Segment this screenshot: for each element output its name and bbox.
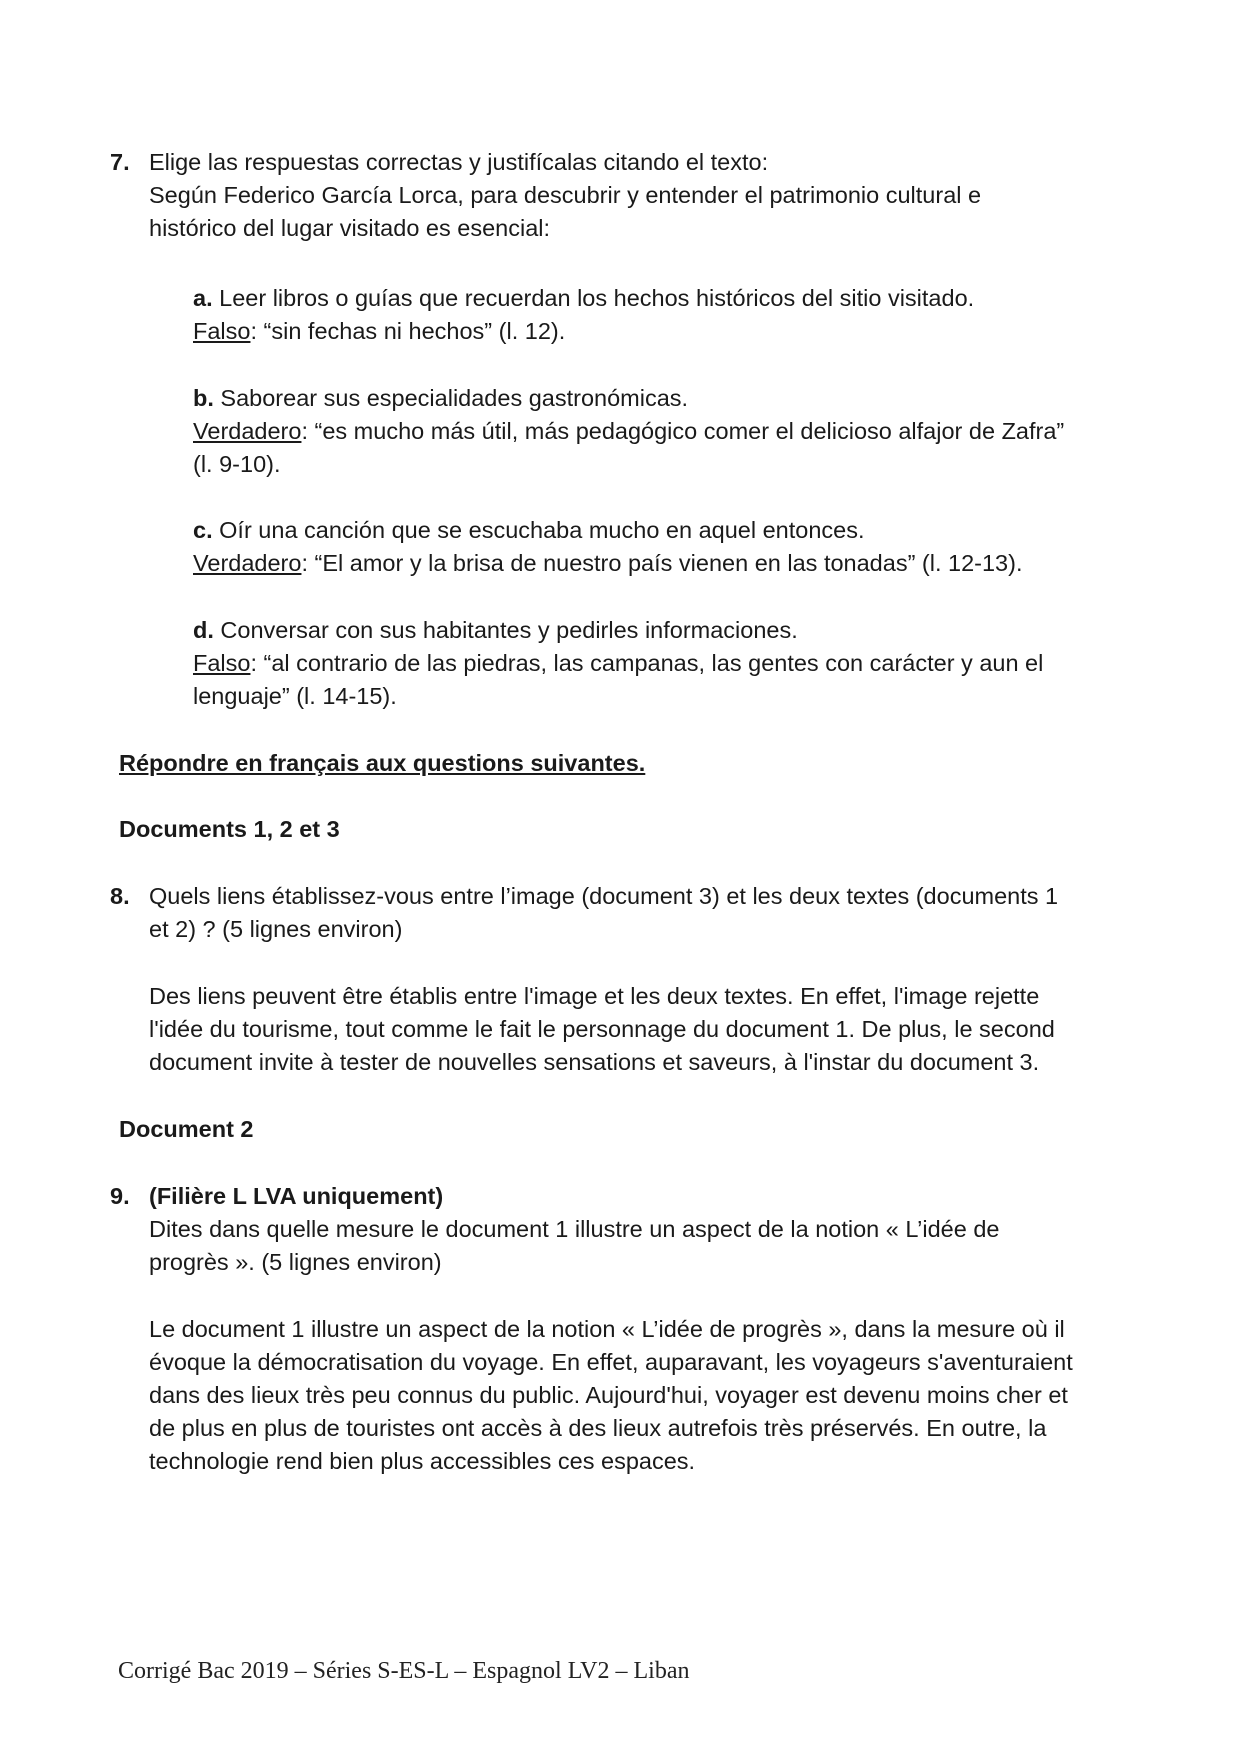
section-instruction: Répondre en français aux questions suivantes. (119, 750, 646, 776)
option-a-justification-line-1: : “sin fechas ni hechos” (l. 12). (250, 318, 566, 344)
option-a-verdict: Falso (193, 318, 251, 344)
option-b-verdict: Verdadero (193, 418, 302, 444)
option-b-answer (193, 415, 1064, 448)
option-d-answer (193, 647, 1043, 680)
option-c (193, 514, 865, 547)
question-9-answer-line-3: dans des lieux très peu connus du public. Aujourd'hui, voyager est devenu moins cher et (149, 1382, 1068, 1408)
option-c-verdict: Verdadero (193, 550, 302, 576)
option-c-letter: c. (193, 517, 213, 543)
option-d-justification-line-2: lenguaje” (l. 14-15). (193, 683, 397, 709)
question-7-prompt-line-2: Según Federico García Lorca, para descubrir y entender el patrimonio cultural e (149, 182, 982, 208)
option-a (193, 282, 974, 315)
question-9-title: (Filière L LVA uniquement) (149, 1183, 444, 1209)
question-9-prompt-line-1: Dites dans quelle mesure le document 1 illustre un aspect de la notion « L’idée de (149, 1216, 1000, 1242)
option-d (193, 614, 798, 647)
option-b-text: Saborear sus especialidades gastronómicas. (213, 385, 689, 411)
option-c-text: Oír una canción que se escuchaba mucho en aquel entonces. (212, 517, 865, 543)
question-8-prompt-line-1: Quels liens établissez-vous entre l’image (document 3) et les deux textes (documents 1 (149, 883, 1059, 909)
question-9-prompt-line-2: progrès ». (5 lignes environ) (149, 1249, 442, 1275)
option-d-verdict: Falso (193, 650, 251, 676)
option-d-letter: d. (193, 617, 214, 643)
option-d-text: Conversar con sus habitantes y pedirles informaciones. (213, 617, 798, 643)
question-8-prompt-line-2: et 2) ? (5 lignes environ) (149, 916, 403, 942)
question-8-number: 8. (110, 883, 130, 909)
question-8-answer-line-1: Des liens peuvent être établis entre l'image et les deux textes. En effet, l'image rejette (149, 983, 1040, 1009)
question-8-answer-line-3: document invite à tester de nouvelles sensations et saveurs, à l'instar du document 3. (149, 1049, 1040, 1075)
question-9-answer-line-5: technologie rend bien plus accessibles ces espaces. (149, 1448, 696, 1474)
option-c-answer (193, 547, 1022, 580)
question-9-number: 9. (110, 1183, 130, 1209)
question-9-answer-line-1: Le document 1 illustre un aspect de la notion « L’idée de progrès », dans la mesure où il (149, 1316, 1065, 1342)
heading-documents-1-2-3: Documents 1, 2 et 3 (119, 816, 340, 842)
option-c-justification-line-1: : “El amor y la brisa de nuestro país vienen en las tonadas” (l. 12-13). (301, 550, 1023, 576)
page-footer: Corrigé Bac 2019 – Séries S-ES-L – Espagnol LV2 – Liban (118, 1658, 690, 1684)
option-a-text: Leer libros o guías que recuerdan los hechos históricos del sitio visitado. (212, 285, 975, 311)
question-9-answer-line-2: évoque la démocratisation du voyage. En effet, auparavant, les voyageurs s'aventuraient (149, 1349, 1073, 1375)
option-b-justification-line-1: : “es mucho más útil, más pedagógico comer el delicioso alfajor de Zafra” (301, 418, 1065, 444)
question-8-answer-line-2: l'idée du tourisme, tout comme le fait le personnage du document 1. De plus, le second (149, 1016, 1055, 1042)
option-a-letter: a. (193, 285, 213, 311)
heading-document-2: Document 2 (119, 1116, 254, 1142)
option-b-justification-line-2: (l. 9-10). (193, 451, 281, 477)
question-7-number: 7. (110, 149, 130, 175)
option-a-answer (193, 315, 565, 348)
question-7-prompt-line-3: histórico del lugar visitado es esencial: (149, 215, 551, 241)
question-9-answer-line-4: de plus en plus de touristes ont accès à des lieux autrefois très préservés. En outre, la (149, 1415, 1047, 1441)
option-b-letter: b. (193, 385, 214, 411)
question-7-prompt-line-1: Elige las respuestas correctas y justifícalas citando el texto: (149, 149, 769, 175)
option-d-justification-line-1: : “al contrario de las piedras, las campanas, las gentes con carácter y aun el (250, 650, 1044, 676)
option-b (193, 382, 688, 415)
